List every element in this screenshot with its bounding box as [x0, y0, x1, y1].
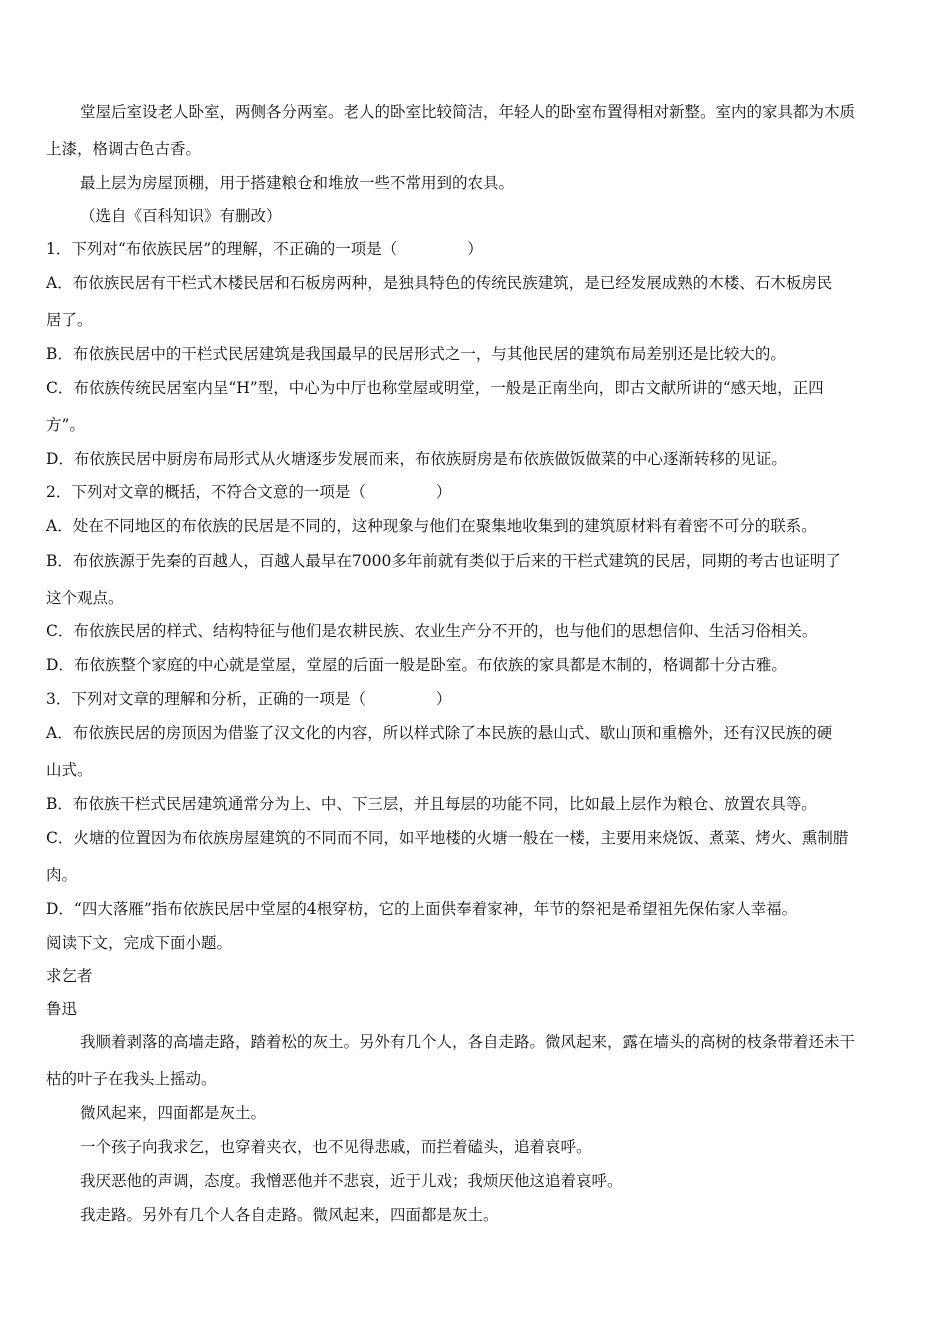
passage-line: 我顺着剥落的高墙走路，踏着松的灰土。另外有几个人，各自走路。微风起来，露在墙头的高树的枝条带着还未干	[80, 1033, 856, 1051]
option-line: 肉。	[46, 866, 78, 884]
option-line: C．布依族传统民居室内呈“H”型，中心为中厅也称堂屋或明堂，一般是正南坐向，即古文献所讲的“感天地，正四	[46, 379, 824, 397]
intro-line: 最上层为房屋顶棚，用于搭建粮仓和堆放一些不常用到的农具。	[80, 174, 515, 192]
passage-author: 鲁迅	[46, 1000, 78, 1018]
option-line: D．布依族整个家庭的中心就是堂屋，堂屋的后面一般是卧室。布依族的家具都是木制的，格调都十分古雅。	[46, 656, 787, 674]
option-line: B．布依族源于先秦的百越人，百越人最早在7000多年前就有类似于后来的干栏式建筑的民居，同期的考古也证明了	[46, 552, 841, 570]
option-line: 居了。	[46, 311, 93, 329]
option-line: 这个观点。	[46, 589, 124, 607]
question-stem-close: ）	[467, 240, 483, 258]
source-note: （选自《百科知识》有删改）	[80, 207, 282, 225]
question-2-stem	[46, 481, 451, 503]
intro-line: 堂屋后室设老人卧室，两侧各分两室。老人的卧室比较简洁，年轻人的卧室布置得相对新整。室内的家具都为木质	[80, 103, 856, 121]
question-stem-text: 1．下列对“布依族民居”的理解，不正确的一项是（	[46, 240, 398, 258]
reading-instruction: 阅读下文，完成下面小题。	[46, 934, 233, 952]
option-line: 山式。	[46, 761, 93, 779]
question-stem-text: 3．下列对文章的理解和分析，正确的一项是（	[46, 690, 366, 708]
question-stem-close: ）	[435, 483, 452, 501]
passage-line: 微风起来，四面都是灰土。	[80, 1104, 267, 1122]
passage-title: 求乞者	[46, 967, 93, 985]
option-line: C．火塘的位置因为布依族房屋建筑的不同而不同，如平地楼的火塘一般在一楼，主要用来烧饭、煮菜、烤火、熏制腊	[46, 829, 849, 847]
question-1-stem	[46, 238, 483, 260]
intro-line: 上漆，格调古色古香。	[46, 140, 202, 158]
option-line: B．布依族民居中的干栏式民居建筑是我国最早的民居形式之一，与其他民居的建筑布局差别还是比较大的。	[46, 345, 786, 363]
option-line: A．布依族民居的房顶因为借鉴了汉文化的内容，所以样式除了本民族的悬山式、歇山顶和重檐外，还有汉民族的硬	[46, 724, 833, 742]
option-line: 方”。	[46, 416, 85, 434]
option-line: D．“四大落雁”指布依族民居中堂屋的4根穿枋，它的上面供奉着家神，年节的祭祀是希望祖先保佑家人幸福。	[46, 900, 798, 918]
option-line: C．布依族民居的样式、结构特征与他们是农耕民族、农业生产分不开的，也与他们的思想信仰、生活习俗相关。	[46, 622, 818, 640]
option-line: A．处在不同地区的布依族的民居是不同的，这种现象与他们在聚集地收集到的建筑原材料有着密不可分的联系。	[46, 517, 817, 535]
passage-line: 一个孩子向我求乞，也穿着夹衣，也不见得悲戚，而拦着磕头，追着哀呼。	[80, 1138, 592, 1156]
option-line: B．布依族干栏式民居建筑通常分为上、中、下三层，并且每层的功能不同，比如最上层作为粮仓、放置农具等。	[46, 795, 817, 813]
passage-line: 枯的叶子在我头上摇动。	[46, 1070, 217, 1088]
question-3-stem	[46, 688, 451, 710]
passage-line: 我厌恶他的声调，态度。我憎恶他并不悲哀，近于儿戏；我烦厌他这追着哀呼。	[80, 1172, 623, 1190]
passage-line: 我走路。另外有几个人各自走路。微风起来，四面都是灰土。	[80, 1206, 499, 1224]
option-line: D．布依族民居中厨房布局形式从火塘逐步发展而来，布依族厨房是布依族做饭做菜的中心逐渐转移的见证。	[46, 450, 787, 468]
question-stem-text: 2．下列对文章的概括，不符合文意的一项是（	[46, 483, 366, 501]
question-stem-close: ）	[435, 690, 452, 708]
option-line: A．布依族民居有干栏式木楼民居和石板房两种，是独具特色的传统民族建筑，是已经发展成熟的木楼、石木板房民	[46, 274, 833, 292]
